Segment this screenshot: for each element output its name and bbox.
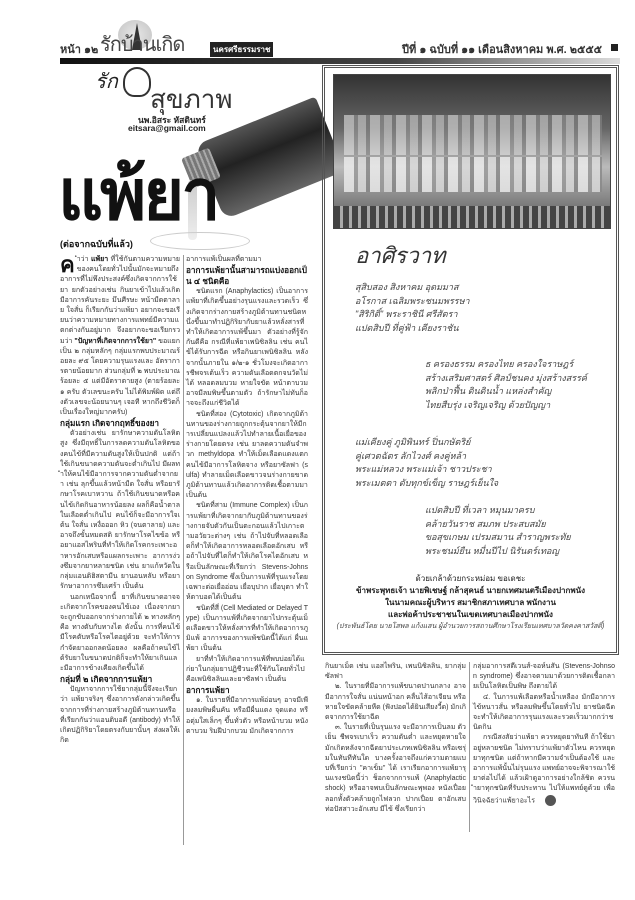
- paragraph-text: ๓. ในรายที่เป็นรุนแรง จะมีอาการเป็นลม ตัวเย็น ชีพจรเบาเร็ว ความดันต่ำ และหยุดหายใจ มักเกิดหลังจากฉีดยาประเภทเพนิซิลลิน หรือเซรุ่มในทันทีทันใด บางครั้งอาจถึงแก่ความตายแบบที่เรียกว่า "คาเข็ม" ได้ เราเรียกอาการแพ้ยารุนแรงชนิดนี้ว่า ช็อกจากการแพ้ (Anaphylactic shock) หรืออาจพบเป็นลักษณะพุพอง หนังเปื่อยลอกทั้งตัวคล้ายถูกไฟลวก ปากเปื่อย ตาอักเสบ ท่อปัสสาวะอักเสบ มีไข้ ซึ่งเรียกว่า: [325, 724, 466, 813]
- paragraph-text: กินยาเม็ด เช่น แอสไพริน, เพนนิซิลลิน, ยากลุ่มซัลฟา: [325, 663, 466, 681]
- paragraph-text: ปัญหาจากการใช้ยากลุ่มนี้จึงจะเรียกว่า แพ้ยาจริงๆ ซึ่งอาการดังกล่าวเกิดขึ้นจากการที่ร่างกายสร้างภูมิต้านทานหรือที่เรียกกันว่าแอนติบอดี (antibody) ทำให้เกิดปฏิกิริยาโดยตรงกับยานั้นๆ ส่งผลให้เกิด: [60, 686, 180, 745]
- article-paragraph: [60, 252, 181, 418]
- paragraph-text: ที่ใช้กันตามความหมายของคนโดยทั่วไปนั้นมักจะหมายถึงอาการที่ไม่พึงประสงค์ซึ่งเกิดจากการใช้ยา ยกตัวอย่างเช่น กินยาเข้าไปแล้วเกิดมีอาการคันระยะ มึนศีรษะ หน้ามืดตาลาย ใจสั่น ก็เรียกกันว่าแพ้ยา อยากจะขอเรียนว่าความหมายทางการแพทย์มีความแตกต่างกันอยู่มาก จึงอยากจะขอเรียกรวมว่า: [60, 256, 180, 345]
- article-paragraph: [325, 723, 466, 815]
- poem-stanza: [425, 504, 571, 558]
- paragraph-text: ยาที่ทำให้เกิดอาการแพ้ที่พบบ่อยได้แก่ยาในกลุ่มยาปฏิชีวนะที่ใช้กันโดยทั่วไป คือเพนิซิลลินและยาซัลฟา เป็นต้น: [186, 655, 305, 683]
- article-paragraph: [186, 696, 308, 737]
- paragraph-text: ำว่า: [76, 256, 92, 263]
- issue-info: ปีที่ ๑ ฉบับที่ ๑๑ เดือนสิงหาคม พ.ศ. ๒๕๕๕: [402, 44, 602, 56]
- header-rule: [60, 58, 620, 64]
- poem-line: พระชนม์ยืน หมื่นปีไป นิรันดร์เทอญ: [425, 545, 560, 556]
- tribute-box: [322, 65, 619, 655]
- poem-line: พลิกป่าฟื้น ดินดินน้ำ แหล่งสำคัญ: [425, 386, 552, 396]
- poem-title: อาศิรวาท: [355, 244, 446, 269]
- poem-line: พระเมตตา ดับทุกข์เข็ญ ราษฎร์เย็นใจ: [355, 477, 499, 488]
- people-row: [344, 115, 602, 155]
- poem-line: แม่เคียงคู่ ภูมิพินทร์ ปิ่นกษัตริย์: [355, 437, 471, 447]
- paragraph-text: ๒. ในรายที่มีอาการแพ้ขนาดปานกลาง อาจมีอาการใจสั่น แน่นหน้าอก คลื่นไส้อาเจียน หรือหายใจขัดคล้ายหืด (ฟังปอดได้ยินเสียงวี้ด) มักเกิดจากการใช้ยาฉีด: [325, 683, 466, 722]
- section-heading: อาการแพ้ยา: [186, 686, 230, 696]
- paragraph-text: อาการแพ้เป็นผลที่ตามมา: [186, 256, 262, 263]
- poem-line: สุสิบสอง สิงหาคม อุดมมาส: [355, 282, 459, 292]
- article-column-2: [186, 255, 308, 737]
- article-paragraph: [186, 501, 308, 603]
- flower-decoration: [334, 206, 610, 228]
- article-column-3: [325, 662, 466, 815]
- stethoscope-heart-icon: [123, 67, 151, 97]
- poem-line: พระแม่หลวง พระแม่เจ้า ชาวประชา: [355, 464, 492, 474]
- poem-line: คล้ายวันราช สมภพ ประสบสมัย: [425, 518, 546, 529]
- article-column-4: [473, 662, 615, 806]
- credit-line: ข้าพระพุทธเจ้า นายพิเชษฐ์ กล้าสุคนธ์ นายกเทศมนตรีเมืองปากพนัง: [355, 586, 586, 595]
- section-heading: กลุ่มที่ ๒ เกิดจากการแพ้ยา: [60, 675, 153, 685]
- paragraph-text: ชนิดแรก (Anaphylactics) เป็นอาการแพ้ยาที่เกิดขึ้นอย่างรุนแรงและรวดเร็ว ซึ่งเกิดจากร่างกายสร้างภูมิต้านทานชนิดหนึ่งขึ้นมาทำปฏิกิริยากับยาแล้วหลั่งสารที่ทำให้เกิดอาการแพ้ขึ้นมา ตัวอย่างที่รู้จักกันดีคือ กรณีที่แพ้ยาเพนิซิลลิน เช่น คนไข้ได้รับการฉีด หรือกินยาเพนิซิลลิน หลังจากนั้นภายใน ๑/๒-๑ ชั่วโมงจะเกิดอาการชีพจรเต้นเร็ว ความดันเลือดตกจนวัดไม่ได้ หลอดลมบวม หายใจขัด หน้าตาบวม อาจมีลมพิษขึ้นตามตัว ถ้ารักษาไม่ทันก็อาจจะถึงแก่ชีวิตได้: [186, 288, 308, 408]
- paragraph-text: ๔. ในการแพ้เลือดหรือน้ำเหลือง มักมีอาการไข้หนาวสั่น หรือลมพิษขึ้นโดยทั่วไป ยาชนิดฉีดจะทำให้เกิดอาการรุนแรงและรวดเร็วมากกว่าชนิดกิน: [473, 693, 615, 732]
- author-email[interactable]: eitsara@gmail.com: [128, 123, 206, 133]
- credit-line: และพ่อค้าประชาชนในเขตเทศบาลเมืองปากพนัง: [388, 610, 553, 619]
- credit-lead: ด้วยเกล้าด้วยกระหม่อม ขอเดชะ: [415, 574, 526, 583]
- author-name: นพ.อิสระ หัสดินทร์: [138, 115, 206, 125]
- group-photo: [333, 74, 611, 229]
- brand-name: รักบ้านเกิด: [100, 34, 185, 56]
- paragraph-text: กรณีสงสัยว่าแพ้ยา ควรหยุดยาทันที ถ้าใช้ยาอยู่หลายชนิด ไม่ทราบว่าแพ้ยาตัวไหน ควรหยุดยาทุกชนิด แต่ถ้าหากมีความจำเป็นต้องใช้ และอาการแพ้นั้นไม่รุนแรง แพทย์อาจจะพิจารณาใช้ยาต่อไปได้ แล้วเฝ้าดูอาการอย่างใกล้ชิด ควรนำยาทุกชนิดที่รับประทาน ไปให้แพทย์ดูด้วย เพื่อวินิจฉัยว่าแพ้ยาอะไร: [473, 734, 616, 804]
- poem-line: ขอสุขเกษม เปรมสมาน สำราญพระทัย: [425, 532, 571, 542]
- paragraph-text: ชนิดที่สอง (Cytotoxic) เกิดจากภูมิต้านทานของร่างกายถูกกระตุ้นจากยาให้มีการเปลี่ยนแปลงแล้วไปทำลายเนื้อเยื่อของร่างกายโดยตรง เช่น ยาลดความดันจำพวก methyldopa ทำให้เม็ดเลือดแดงแตก คนไข้มีอาการโลหิตจาง หรือยาซัลฟา (sulfa) ทำลายเม็ดเลือดขาวจนร่างกายขาดภูมิต้านทานแล้วเกิดอาการติดเชื้อตามมาเป็นต้น: [186, 410, 308, 500]
- square-bullet-icon: [611, 44, 618, 51]
- article-paragraph: [60, 593, 180, 675]
- drop-cap: ค: [60, 252, 75, 277]
- article-paragraph: [186, 287, 308, 409]
- logo-rak: รัก: [95, 69, 118, 93]
- article-paragraph: [60, 429, 180, 592]
- page-header: [60, 20, 620, 60]
- article-paragraph: [186, 410, 308, 502]
- paragraph-text: ขอแยกเป็น ๒ กลุ่มหลักๆ กลุ่มแรกพบประมาณร้อยละ ๙๕ โดยความรุนแรงและ อัตราการตายน้อยมาก ส่วนกลุ่มที่ ๒ พบประมาณร้อยละ ๕ แต่มีอัตราตายสูง (ตายร้อยละ ๑ ครับ ตัวเลขนะครับ ไม่ได้พิมพ์ผิด แต่ถึงตัวเลขจะน้อยนานๆ เจอที หากถึงชีวิตก็เป็นเรื่องใหญ่มากครับ): [60, 337, 181, 417]
- poem-line: "สิริกิติ์" พระราชินี ศรีสัตรา: [355, 309, 458, 319]
- paragraph-text: ชนิดที่สาม (Immune Complex) เป็นการแพ้ยาที่เกิดจากยากับภูมิต้านทานของร่างกายจับตัวกันเป็นตะกอนแล้วไปเกาะตามอวัยวะต่างๆ เช่น ถ้าไปจับที่หลอดเลือดก็ทำให้เกิดอาการหลอดเลือดอักเสบ หรือถ้าไปจับที่ไตก็ทำให้เกิดโรคไตอักเสบ หรือเป็นลักษณะที่เรียกว่า Stevens-Johnson Syndrome ซึ่งเป็นการแพ้ที่รุนแรงโดยเฉพาะต่อเยื่ออ่อน เยื่อบุปาก เยื่อบุตา ทำให้ตาบอดได้เป็นต้น: [186, 502, 308, 602]
- article-paragraph: [186, 604, 308, 655]
- poem-stanza: [355, 436, 498, 490]
- poem-line: สร้างเสริมศาสตร์ ศิลป์ชนคง มุ่งสร้างสรรค์: [425, 372, 587, 383]
- article-paragraph: [325, 662, 466, 682]
- article-paragraph: [186, 655, 308, 686]
- article-paragraph: [325, 682, 466, 723]
- emphasis-text: แพ้ยา: [91, 256, 109, 263]
- poem-line: อโรกาส เฉลิมพระชนมพรรษา: [355, 295, 470, 306]
- article-paragraph: [186, 255, 308, 265]
- article-column-1: [60, 252, 181, 746]
- column-divider: [183, 255, 184, 845]
- end-mark-icon: [545, 795, 556, 806]
- tribute-credits: [325, 573, 616, 633]
- poem-stanza: [425, 358, 587, 412]
- page-number: หน้า ๑๒: [60, 44, 99, 56]
- article-title: แพ้ยา: [58, 156, 218, 234]
- credit-note: (ประพันธ์โดย นายโสพล แก้งแสน ผู้อำนวยการสถานศึกษาโรงเรียนเทศบาลวัดคงคาสวัสดิ์): [336, 623, 605, 630]
- article-paragraph: [60, 685, 180, 746]
- section-heading: อาการแพ้ยานั้นสามารถแบ่งออกเป็น ๔ ชนิดคือ: [186, 266, 307, 287]
- article-paragraph: [473, 662, 615, 693]
- poem-line: แปดสิบปี ที่เวลา หมุนมาครบ: [425, 505, 535, 515]
- emphasis-text: "ปัญหาที่เกิดจากการใช้ยา": [74, 337, 157, 345]
- poem-line: แปดสิบปี ที่คู่ฟ้า เคียงราชัน: [355, 322, 459, 333]
- article-paragraph: [473, 693, 615, 734]
- paragraph-text: ชนิดที่สี่ (Cell Mediated or Delayed Type) เป็นการแพ้ที่เกิดจากยาไปกระตุ้นเม็ดเลือดขาวให้หลั่งสารที่ทำให้เกิดอาการภูมิแพ้ อาการของการแพ้ชนิดนี้ได้แก่ ผื่นแพ้ยา เป็นต้น: [186, 604, 308, 653]
- section-heading: กลุ่มแรก เกิดจากฤทธิ์ของยา: [60, 419, 159, 429]
- poem-line: ไทยสืบรุ่ง เจริญเจริญ ด้วยปัญญา: [425, 399, 551, 410]
- region-badge: นครศรีธรรมราช: [210, 42, 273, 57]
- credit-line: ในนามคณะผู้บริหาร สมาชิกสภาเทศบาล พนักงาน: [385, 598, 556, 607]
- poem-stanza: [355, 281, 470, 335]
- logo-sukhaphap: สุขภาพ: [150, 84, 233, 114]
- continued-note: (ต่อจากฉบับที่แล้ว): [60, 239, 133, 249]
- article-paragraph: [473, 733, 615, 806]
- paragraph-text: นอกเหนือจากนี้ ยาที่เกินขนาดอาจจะเกิดจากโรคของคนไข้เอง เนื่องจากยาจะถูกขับออกจากร่างกายได้ ๒ ทางหลักๆ คือ ทางตับกับทางไต ดังนั้น การที่คนไข้มีโรคตับหรือโรคไตอยู่ด้วย จะทำให้การกำจัดยาออกลดน้อยลง ผลคือถ้าคนไข้ได้รับยาในขนาดปกติก็จะทำให้ยาเกินและมีอาการข้างเคียงเกิดขึ้นได้: [60, 593, 180, 672]
- paragraph-text: กลุ่มอาการสตีเวนส์-จอห์นสัน (Stevens-Johnson syndrome) ซึ่งอาจตามมาด้วยการติดเชื้อกลายเป็นโลหิตเป็นพิษ ถึงตายได้: [473, 663, 615, 691]
- column-divider: [469, 662, 470, 832]
- people-row: [344, 157, 602, 192]
- poem-line: คู่เศวตฉัตร ลักไวงศ์ คงคู่หล้า: [355, 450, 467, 461]
- paragraph-text: ตัวอย่างเช่น ยารักษาความดันโลหิตสูง ซึ่งมีฤทธิ์ในการลดความดันโลหิตของคนไข้ที่มีความดันสูงให้เป็นปกติ แต่ถ้าใช้เกินขนาดความดันจะต่ำเกินไป มีผลทำให้คนไข้มีอาการจากความดันต่ำจากยา เช่น ลุกขึ้นแล้วหน้ามืด ใจสั่น หรือยารักษาโรคเบาหวาน ถ้าใช้เกินขนาดหรือคนไข้เกิดกินอาหารน้อยลง ผลก็คือน้ำตาลในเลือดต่ำเกินไป คนไข้ก็จะมีอาการใจเต้น ใจสั่น เหงื่อออก หิว (จนตาลาย) และอาจถึงขั้นหมดสติ ยารักษาโรคไขข้อ หรือยาแอสไพรินที่ทำให้เกิดโรคกระเพาะอาหารอักเสบหรือแผลกระเพาะ อาการง่วงซึมจากยาหลายชนิด เช่น ยาแก้หวัดในกลุ่มแอนติฮิสตามีน ยานอนหลับ หรือยารักษาอาการซึมเศร้า เป็นต้น: [60, 430, 180, 591]
- paragraph-text: ๑. ในรายที่มีอาการแพ้อ่อนๆ อาจมีเพียงลมพิษผื่นคัน หรือมีผื่นแดง จุดแดง หรือตุ่มใสเล็กๆ ขึ้นทั่วตัว หรือหน้าบวม หนังตาบวม ริมฝีปากบวม มักเกิดจากการ: [186, 697, 308, 735]
- poem-line: ธ ครองธรรม ครองไทย ครองใจราษฎร์: [425, 359, 574, 369]
